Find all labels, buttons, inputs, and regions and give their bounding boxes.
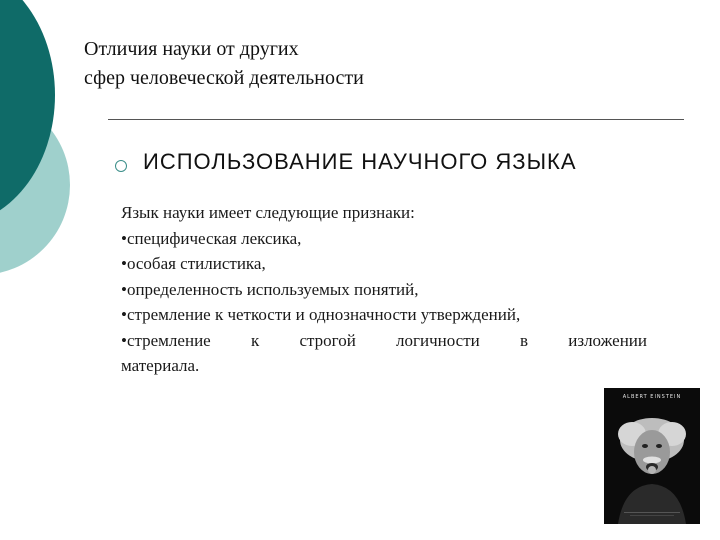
list-item: •особая стилистика, bbox=[121, 254, 266, 273]
slide-title-line-1: Отличия науки от других bbox=[84, 38, 299, 60]
slide-title bbox=[84, 35, 364, 93]
portrait-caption: ALBERT EINSTEIN bbox=[622, 394, 682, 400]
portrait-photo-icon bbox=[604, 388, 700, 524]
einstein-portrait bbox=[604, 388, 700, 524]
list-item: •стремление к четкости и однозначности утверждений, bbox=[121, 305, 521, 324]
list-item-continuation: материала. bbox=[121, 356, 200, 375]
section-heading: ИСПОЛЬЗОВАНИЕ НАУЧНОГО ЯЗЫКА bbox=[143, 149, 577, 174]
slide-title-line-2: сфер человеческой деятельности bbox=[84, 67, 364, 89]
list-item: •стремление к строгой логичности в изложении bbox=[121, 330, 647, 350]
body-text bbox=[121, 200, 647, 379]
list-item: •специфическая лексика, bbox=[121, 228, 302, 248]
body-intro: Язык науки имеет следующие признаки: bbox=[121, 203, 415, 222]
title-divider bbox=[108, 119, 684, 120]
circle-bullet-icon bbox=[115, 160, 127, 172]
list-item: •определенность используемых понятий, bbox=[121, 279, 419, 299]
